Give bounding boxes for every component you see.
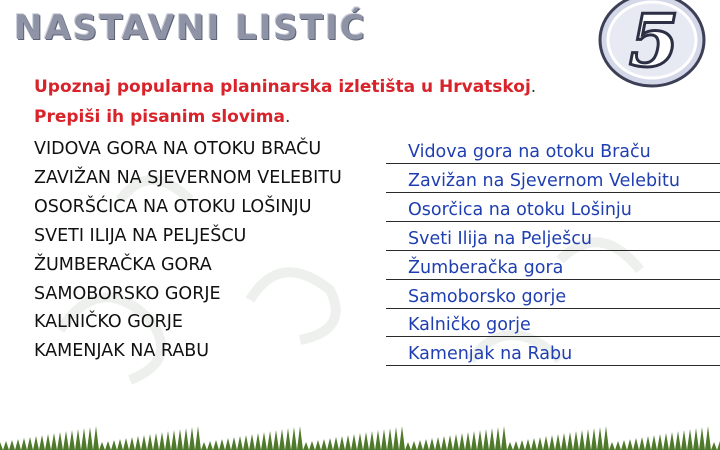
worksheet-title: NASTAVNI LISTIĆ: [14, 8, 367, 48]
caps-item: ZAVIŽAN NA SJEVERNOM VELEBITU: [34, 168, 342, 188]
answer-text: Zavižan na Sjevernom Velebitu: [408, 171, 680, 191]
caps-item: OSORŠĆICA NA OTOKU LOŠINJU: [34, 197, 312, 217]
instruction-text-1: Upoznaj popularna planinarska izletišta u Hrvatskoj: [34, 77, 531, 97]
caps-item: KAMENJAK NA RABU: [34, 341, 210, 361]
caps-item: ŽUMBERAČKA GORA: [34, 255, 212, 275]
caps-item: VIDOVA GORA NA OTOKU BRAČU: [34, 139, 322, 159]
answer-line: [386, 164, 720, 193]
answer-text: Osorčica na otoku Lošinju: [408, 200, 632, 220]
answer-line: [386, 337, 720, 366]
number-badge: [590, 0, 710, 90]
badge-number: 5: [628, 0, 680, 83]
answer-line: [386, 222, 720, 251]
instruction-text-2: Prepiši ih pisanim slovima: [34, 107, 285, 127]
answer-line: [386, 193, 720, 222]
answer-line: [386, 280, 720, 309]
instruction-dot-2: .: [284, 107, 291, 127]
answer-line: [386, 251, 720, 280]
answer-text: Kamenjak na Rabu: [408, 344, 573, 364]
answer-text: Vidova gora na otoku Braču: [408, 142, 651, 162]
instruction-dot-1: .: [530, 77, 537, 97]
caps-item: KALNIČKO GORJE: [34, 312, 183, 332]
answer-line: [386, 308, 720, 337]
instruction-line-1: [34, 77, 536, 97]
caps-item: SAMOBORSKO GORJE: [34, 284, 221, 304]
caps-item: SVETI ILIJA NA PELJEŠCU: [34, 226, 247, 246]
answer-line: [386, 135, 720, 164]
answer-text: Samoborsko gorje: [408, 287, 567, 307]
answer-text: Sveti Ilija na Pelješcu: [408, 229, 592, 249]
answer-text: Kalničko gorje: [408, 315, 531, 335]
instruction-line-2: [34, 107, 290, 127]
grass-border: [0, 420, 720, 450]
answer-text: Žumberačka gora: [408, 258, 564, 278]
